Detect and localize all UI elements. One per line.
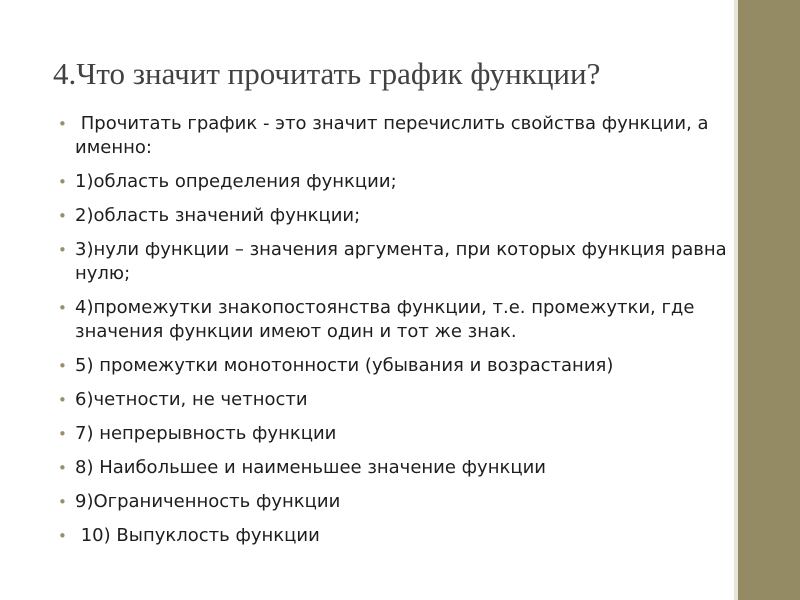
- list-item-text: 3)нули функции – значения аргумента, при которых функция равна нулю;: [75, 239, 727, 284]
- list-item-text: 8) Наибольшее и наименьшее значение функции: [75, 457, 546, 478]
- list-item-text: 7) непрерывность функции: [75, 423, 337, 444]
- list-item: [58, 170, 728, 194]
- list-item: [58, 354, 728, 378]
- bullet-list: [58, 112, 728, 558]
- list-item: [58, 388, 728, 412]
- list-item-text: 4)промежутки знакопостоянства функции, т.е. промежутки, где значения функции имеют один и тот же знак.: [75, 297, 695, 342]
- bullet-icon: •: [58, 357, 67, 375]
- list-item-text: 10) Выпуклость функции: [75, 525, 320, 546]
- bullet-icon: •: [58, 493, 67, 511]
- sidebar-band: [738, 0, 800, 600]
- list-item: [58, 456, 728, 480]
- list-item: [58, 490, 728, 514]
- bullet-icon: •: [58, 425, 67, 443]
- slide-title: 4.Что значит прочитать график функции?: [53, 56, 601, 91]
- bullet-icon: •: [58, 241, 67, 259]
- list-item-text: 9)Ограниченность функции: [75, 491, 341, 512]
- bullet-icon: •: [58, 527, 67, 545]
- list-item: [58, 204, 728, 228]
- list-item: [58, 296, 728, 344]
- bullet-icon: •: [58, 391, 67, 409]
- bullet-icon: •: [58, 173, 67, 191]
- list-item: [58, 422, 728, 446]
- list-item: [58, 524, 728, 548]
- list-item: [58, 112, 728, 160]
- bullet-icon: •: [58, 299, 67, 317]
- list-item-text: 2)область значений функции;: [75, 205, 361, 226]
- list-item-text: 1)область определения функции;: [75, 171, 397, 192]
- bullet-icon: •: [58, 207, 67, 225]
- bullet-icon: •: [58, 459, 67, 477]
- list-item-text: 5) промежутки монотонности (убывания и возрастания): [75, 355, 614, 376]
- bullet-icon: •: [58, 115, 67, 133]
- list-item: [58, 238, 728, 286]
- list-item-text: 6)четности, не четности: [75, 389, 308, 410]
- list-item-text: Прочитать график - это значит перечислить свойства функции, а именно:: [75, 113, 715, 158]
